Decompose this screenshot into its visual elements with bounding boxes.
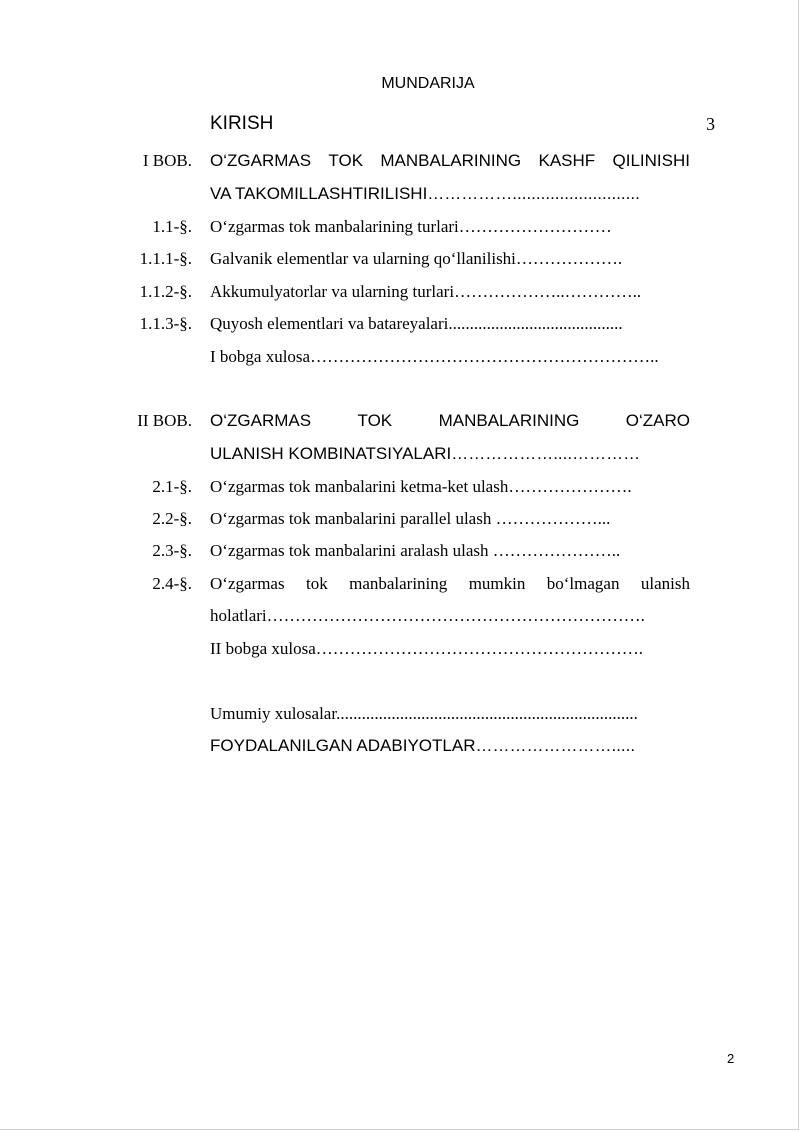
title-word: TOK (357, 411, 393, 430)
toc-label-1-1: 1.1-§. (152, 217, 192, 236)
title-word: O‘ZGARMAS (210, 411, 312, 430)
title-word: MANBALARINING (380, 151, 522, 170)
toc-entry-2-1[interactable]: O‘zgarmas tok manbalarini ketma-ket ulash…………………. (210, 477, 632, 496)
toc-entry-2-2[interactable]: O‘zgarmas tok manbalarini parallel ulash ………………... (210, 509, 611, 528)
toc-entry-kirish[interactable]: KIRISH (210, 113, 274, 134)
title-word: O‘ZARO (625, 411, 690, 430)
toc-entry-1-1-2[interactable]: Akkumulyatorlar va ularning turlari………………..………….. (210, 282, 642, 301)
toc-entry-references[interactable]: FOYDALANILGAN ADABIYOTLAR……………………..... (210, 736, 636, 755)
toc-label-1-1-2: 1.1.2-§. (139, 282, 192, 301)
toc-entry-2-3[interactable]: O‘zgarmas tok manbalarini aralash ulash ………………….. (210, 541, 621, 560)
entry-word: manbalarining (349, 574, 448, 593)
toc-label-2-4: 2.4-§. (152, 574, 192, 593)
toc-entry-chapter-1-conclusion[interactable]: I bobga xulosa…………………………………………………….. (210, 347, 659, 366)
toc-label-1-1-3: 1.1.3-§. (139, 314, 192, 333)
entry-word: bo‘lmagan (546, 574, 620, 593)
title-word: O‘ZGARMAS (210, 151, 312, 170)
toc-title: MUNDARIJA (381, 75, 475, 92)
entry-word: mumkin (468, 574, 526, 593)
title-word: MANBALARINING (438, 411, 580, 430)
toc-label-chapter-2: II BOB. (137, 411, 192, 430)
toc-label-2-1: 2.1-§. (152, 477, 192, 496)
title-word: QILINISHI (612, 151, 690, 170)
toc-entry-1-1-3[interactable]: Quyosh elementlari va batareyalari......................................... (210, 314, 623, 333)
toc-entry-2-4[interactable] (210, 574, 690, 594)
toc-entry-chapter-2-conclusion[interactable]: II bobga xulosa…………………………………………………. (210, 639, 644, 658)
toc-entry-chapter-1[interactable] (210, 151, 690, 171)
toc-entry-chapter-2[interactable] (210, 411, 690, 431)
toc-entry-1-1-1[interactable]: Galvanik elementlar va ularning qo‘llanilishi………………. (210, 249, 623, 268)
toc-entry-1-1[interactable]: O‘zgarmas tok manbalarining turlari……………………… (210, 217, 612, 236)
toc-label-chapter-1: I BOB. (142, 151, 192, 170)
toc-entry-chapter-2-line2[interactable]: ULANISH KOMBINATSIYALARI………………....………… (210, 444, 641, 463)
toc-entry-general-conclusions[interactable]: Umumiy xulosalar....................................................................... (210, 704, 638, 723)
toc-entry-chapter-1-line2[interactable]: VA TAKOMILLASHTIRILISHI……………........................... (210, 184, 640, 203)
page-number: 2 (727, 1051, 735, 1066)
entry-word: tok (305, 574, 328, 593)
toc-label-2-2: 2.2-§. (152, 509, 192, 528)
toc-page-kirish: 3 (706, 114, 715, 134)
entry-word: O‘zgarmas (210, 574, 285, 593)
toc-entry-2-4-line2[interactable]: holatlari…………………………………………………………. (210, 606, 645, 625)
entry-word: ulanish (640, 574, 690, 593)
title-word: TOK (328, 151, 364, 170)
toc-label-1-1-1: 1.1.1-§. (139, 249, 192, 268)
toc-label-2-3: 2.3-§. (152, 541, 192, 560)
title-word: KASHF (538, 151, 596, 170)
